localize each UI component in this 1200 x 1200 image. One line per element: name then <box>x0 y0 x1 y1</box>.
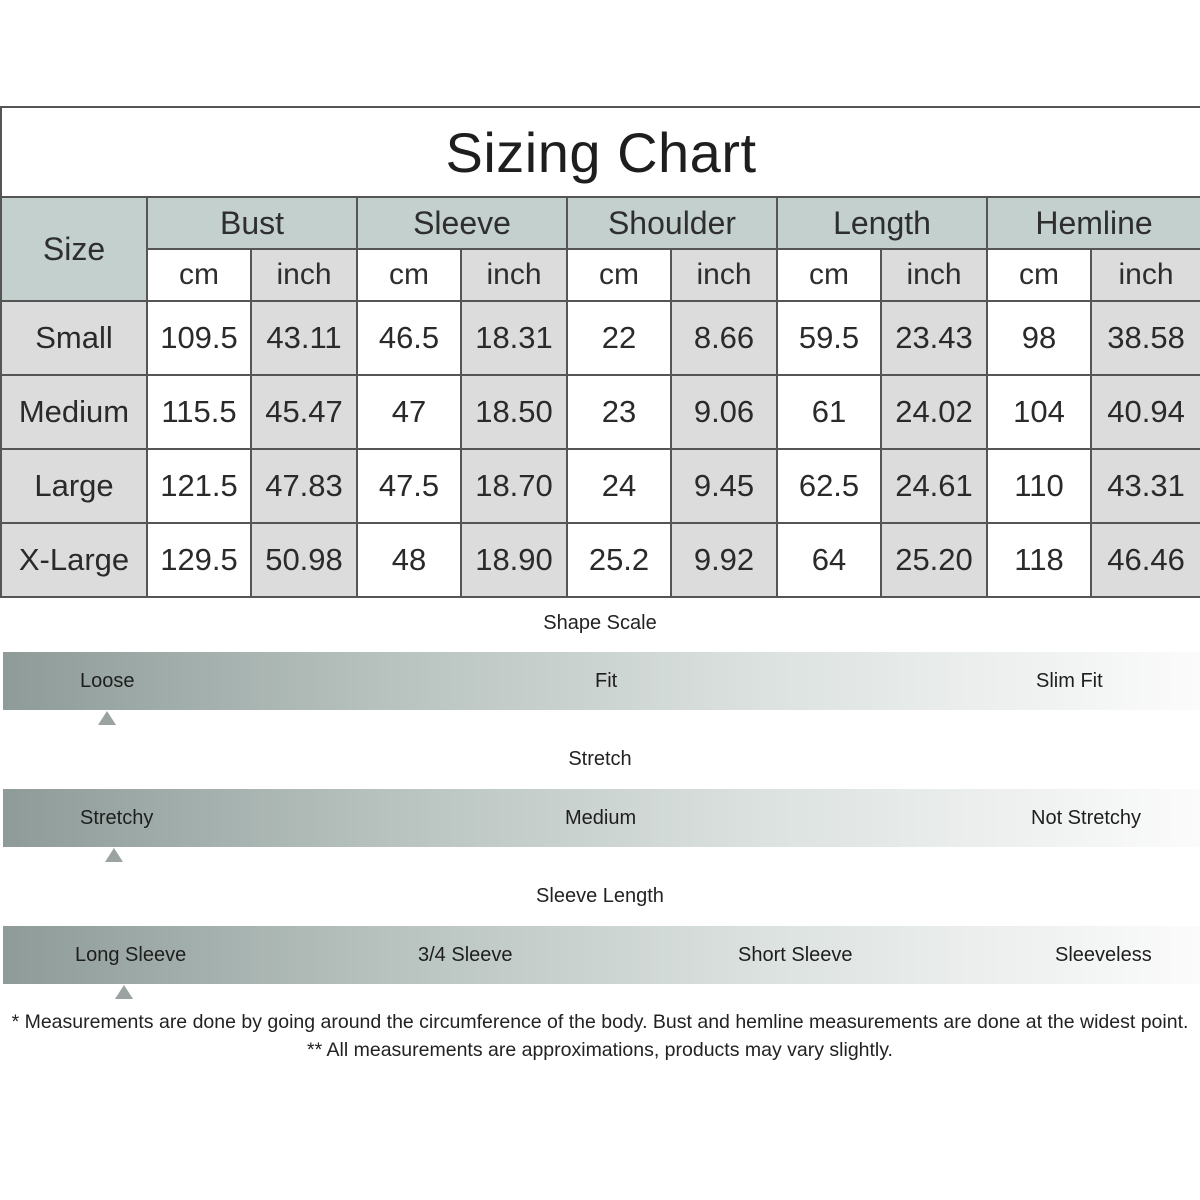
measurement-cell: 129.5 <box>147 523 251 597</box>
measurement-cell: 109.5 <box>147 301 251 375</box>
group-header-sleeve: Sleeve <box>357 197 567 249</box>
unit-header-inch: inch <box>251 249 357 301</box>
unit-header-cm: cm <box>357 249 461 301</box>
measurement-cell: 18.70 <box>461 449 567 523</box>
unit-header-cm: cm <box>567 249 671 301</box>
measurement-cell: 121.5 <box>147 449 251 523</box>
measurement-cell: 47.5 <box>357 449 461 523</box>
measurement-cell: 98 <box>987 301 1091 375</box>
measurement-cell: 38.58 <box>1091 301 1200 375</box>
scale-label-not-stretchy: Not Stretchy <box>1031 807 1142 829</box>
measurement-cell: 47 <box>357 375 461 449</box>
size-cell: Large <box>1 449 147 523</box>
measurement-cell: 43.31 <box>1091 449 1200 523</box>
unit-header-cm: cm <box>777 249 881 301</box>
footnote-measurements: * Measurements are done by going around the circumference of the body. Bust and hemline measurements are done at the widest point. <box>11 1011 1189 1033</box>
measurement-cell: 24.02 <box>881 375 987 449</box>
shape-scale-title: Shape Scale <box>543 612 657 634</box>
table-row <box>1 523 1200 597</box>
measurement-cell: 48 <box>357 523 461 597</box>
scale-label-fit: Fit <box>595 670 618 692</box>
measurement-cell: 24.61 <box>881 449 987 523</box>
sleeve-length-scale-marker-icon <box>115 985 133 999</box>
unit-header-inch: inch <box>881 249 987 301</box>
scale-label-medium: Medium <box>565 807 637 829</box>
measurement-cell: 104 <box>987 375 1091 449</box>
size-cell: X-Large <box>1 523 147 597</box>
shape-scale-bar <box>3 652 1200 710</box>
table-row <box>1 449 1200 523</box>
measurement-cell: 46.5 <box>357 301 461 375</box>
chart-title: Sizing Chart <box>1 107 1200 197</box>
measurement-cell: 47.83 <box>251 449 357 523</box>
measurement-cell: 8.66 <box>671 301 777 375</box>
sizing-table <box>0 106 1200 598</box>
measurement-cell: 25.2 <box>567 523 671 597</box>
stretch-scale-marker-icon <box>105 848 123 862</box>
measurement-cell: 43.11 <box>251 301 357 375</box>
group-header-shoulder: Shoulder <box>567 197 777 249</box>
scale-label-short-sleeve: Short Sleeve <box>738 944 853 966</box>
unit-header-cm: cm <box>987 249 1091 301</box>
measurement-cell: 64 <box>777 523 881 597</box>
measurement-cell: 25.20 <box>881 523 987 597</box>
measurement-cell: 45.47 <box>251 375 357 449</box>
table-row <box>1 301 1200 375</box>
table-row <box>1 375 1200 449</box>
measurement-cell: 24 <box>567 449 671 523</box>
measurement-cell: 18.50 <box>461 375 567 449</box>
group-header-hemline: Hemline <box>987 197 1200 249</box>
group-header-bust: Bust <box>147 197 357 249</box>
scale-label-three-quarter-sleeve: 3/4 Sleeve <box>418 944 513 966</box>
measurement-cell: 23 <box>567 375 671 449</box>
footnote-approximations: ** All measurements are approximations, products may vary slightly. <box>307 1039 893 1061</box>
scale-label-slim-fit: Slim Fit <box>1036 670 1103 692</box>
stretch-scale-title: Stretch <box>568 748 632 770</box>
measurement-cell: 9.45 <box>671 449 777 523</box>
group-header-length: Length <box>777 197 987 249</box>
sleeve-length-scale-bar <box>3 926 1200 984</box>
measurement-cell: 50.98 <box>251 523 357 597</box>
measurement-cell: 61 <box>777 375 881 449</box>
size-cell: Small <box>1 301 147 375</box>
sizing-chart <box>0 106 1200 594</box>
measurement-cell: 40.94 <box>1091 375 1200 449</box>
measurement-cell: 110 <box>987 449 1091 523</box>
scale-label-long-sleeve: Long Sleeve <box>75 944 187 966</box>
measurement-cell: 115.5 <box>147 375 251 449</box>
measurement-cell: 23.43 <box>881 301 987 375</box>
unit-header-inch: inch <box>461 249 567 301</box>
unit-header-inch: inch <box>1091 249 1200 301</box>
scale-label-stretchy: Stretchy <box>80 807 154 829</box>
scale-label-loose: Loose <box>80 670 135 692</box>
unit-header-cm: cm <box>147 249 251 301</box>
size-cell: Medium <box>1 375 147 449</box>
measurement-cell: 18.90 <box>461 523 567 597</box>
measurement-cell: 9.92 <box>671 523 777 597</box>
measurement-cell: 59.5 <box>777 301 881 375</box>
size-column-header: Size <box>1 197 147 301</box>
measurement-cell: 22 <box>567 301 671 375</box>
scale-label-sleeveless: Sleeveless <box>1055 944 1152 966</box>
unit-header-inch: inch <box>671 249 777 301</box>
stretch-scale-bar <box>3 789 1200 847</box>
measurement-cell: 118 <box>987 523 1091 597</box>
shape-scale-marker-icon <box>98 711 116 725</box>
measurement-cell: 9.06 <box>671 375 777 449</box>
measurement-cell: 62.5 <box>777 449 881 523</box>
measurement-cell: 18.31 <box>461 301 567 375</box>
measurement-cell: 46.46 <box>1091 523 1200 597</box>
footnotes <box>10 1008 1190 1064</box>
sleeve-length-scale-title: Sleeve Length <box>536 885 664 907</box>
